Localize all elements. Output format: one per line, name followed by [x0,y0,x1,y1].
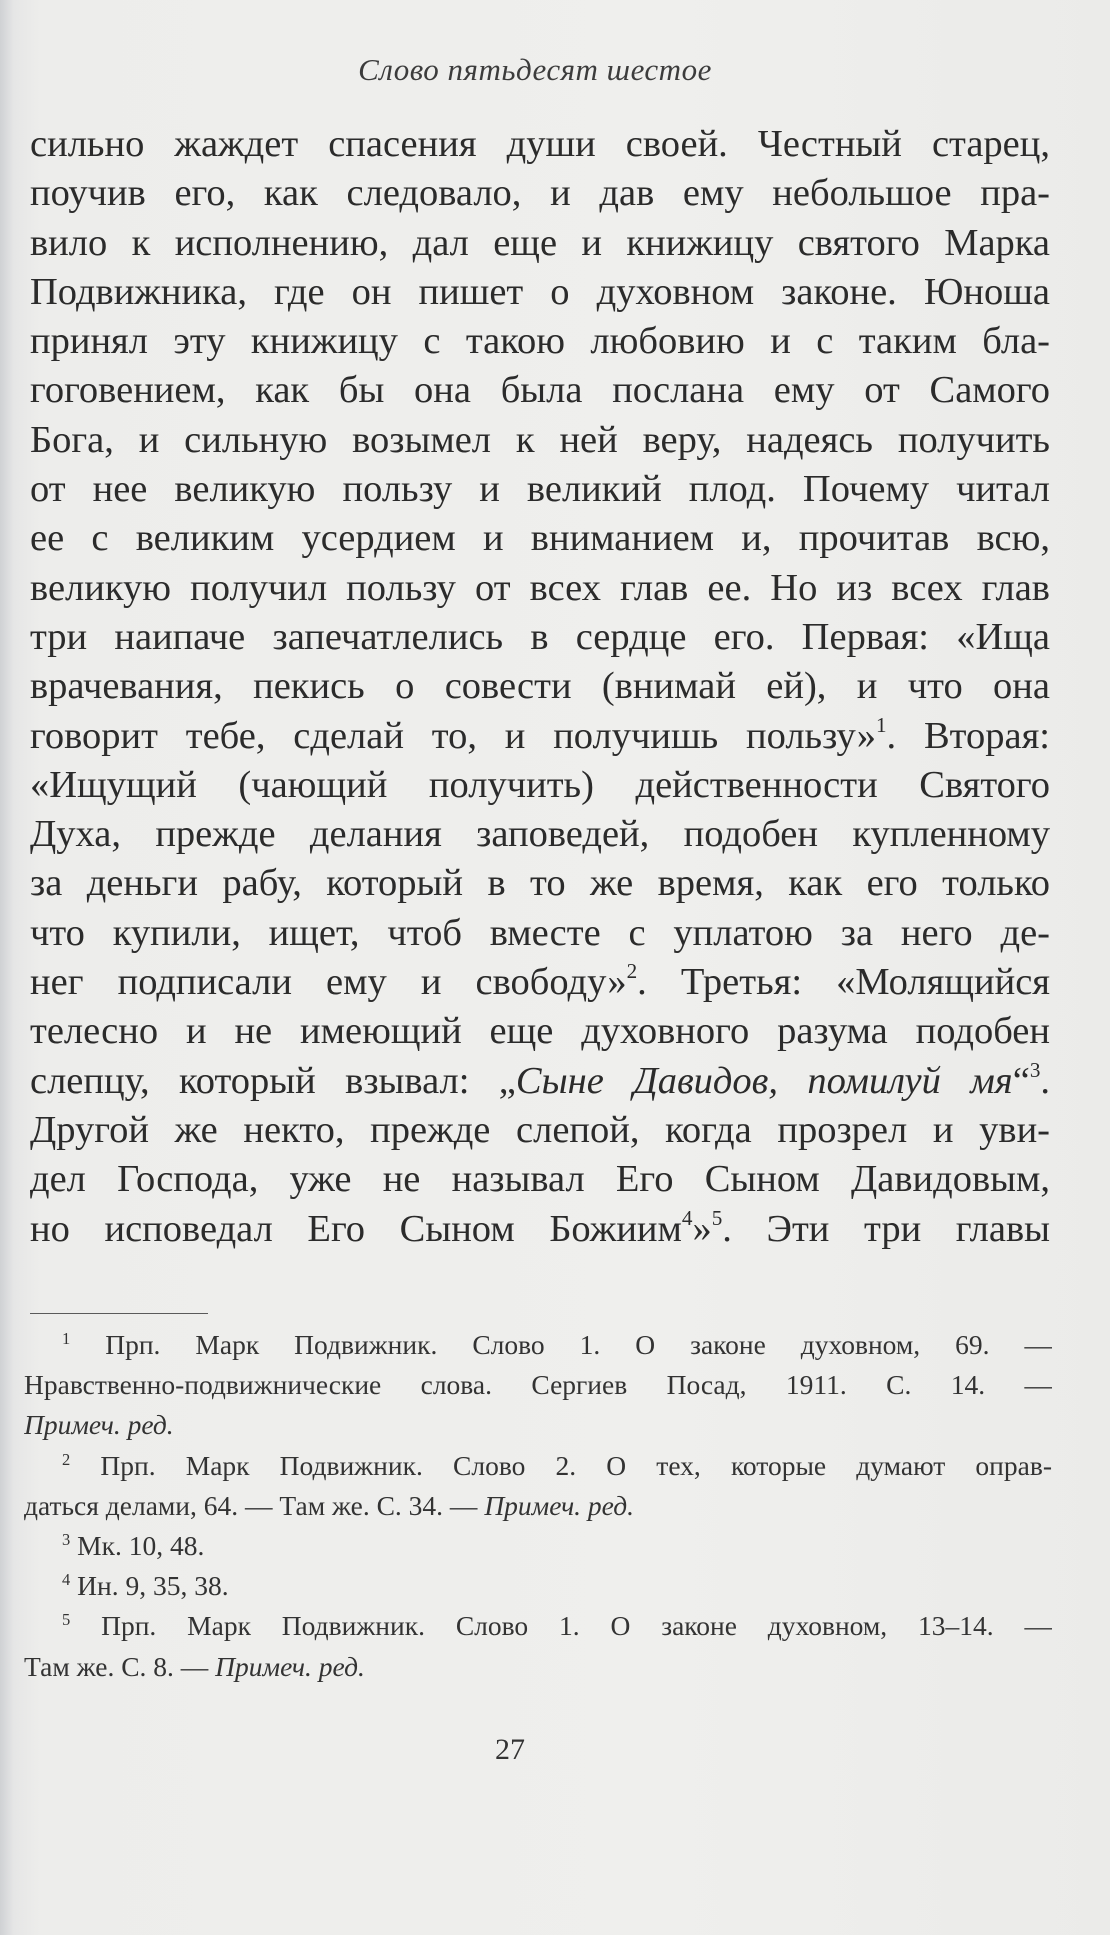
quote-italic: Сыне Давидов, помилуй мя [515,1059,1013,1102]
text-line: Духа, прежде делания заповедей, подобен купленному [30,813,1050,856]
text-line [30,1205,1050,1254]
footnote-5 [24,1606,1052,1646]
footnote-text: Мк. 10, 48. [77,1529,205,1561]
line-text: говорит тебе, сделай то, и получишь пользу» [30,714,876,757]
footnote-text: Нравственно-подвижнические слова. Сергиев Посад, 1911. С. 14. — [24,1369,1052,1401]
footnote-ref: 5 [711,1205,723,1230]
line-text: нег подписали ему и свободу» [30,961,627,1004]
footnotes [24,1325,1052,1687]
footnote-3 [24,1526,1052,1566]
footnote-ref: 2 [626,959,638,984]
text-line: принял эту книжицу с такою любовию и с таким бла- [30,320,1050,363]
footnote-mark: 5 [62,1610,71,1630]
footnote-2 [24,1446,1052,1486]
footnote-text: Там же. С. 8. — [24,1650,216,1682]
text-line: три наипаче запечатлелись в сердце его. Первая: «Ища [30,615,1050,658]
text-line: гоговением, как бы она была послана ему от Самого [30,369,1050,412]
footnote-4 [24,1566,1052,1606]
text-line: за деньги рабу, который в то же время, как его только [30,862,1050,905]
text-line: Бога, и сильную возымел к ней веру, надеясь получить [30,418,1050,461]
page-number: 27 [495,1733,525,1766]
text-line [30,712,1050,761]
footnote-text: даться делами, 64. — Там же. С. 34. — [24,1489,485,1521]
footnote-mark: 1 [62,1329,71,1349]
footnote-1 [24,1325,1052,1365]
line-text: но исповедал Его Сыном Божиим [30,1207,682,1250]
line-text: . Эти три главы [722,1207,1050,1250]
text-line: от нее великую пользу и великий плод. Почему читал [30,468,1050,511]
footnote-text-italic: Примеч. ред. [484,1489,634,1521]
text-line: Другой же некто, прежде слепой, когда прозрел и уви- [30,1108,1050,1151]
running-head: Слово пятьдесят шестое [358,52,712,87]
text-line: великую получил пользу от всех глав ее. Но из всех глав [30,566,1050,609]
footnote-mark: 2 [62,1449,71,1469]
footnote-text-italic: Примеч. ред. [215,1650,365,1682]
footnote-rule [30,1313,208,1314]
footnote-ref: 4 [681,1205,693,1230]
footnote-ref: 3 [1029,1057,1041,1082]
footnote-text: Прп. Марк Подвижник. Слово 1. О законе духовном, 69. — [105,1329,1052,1360]
text-line: вило к исполнению, дал еще и книжицу святого Марка [30,221,1050,264]
footnote-text-line [24,1486,1052,1526]
footnote-text: Ин. 9, 35, 38. [77,1570,229,1602]
text-line: «Ищущий (чающий получить) действенности Святого [30,763,1050,806]
footnote-text-line [24,1647,1052,1687]
text-line: врачевания, пекись о совести (внимай ей), и что она [30,665,1050,708]
footnote-mark: 3 [62,1530,71,1550]
footnote-ref: 1 [875,712,887,737]
text-line [30,958,1050,1007]
text-line: телесно и не имеющий еще духовного разума подобен [30,1010,1050,1053]
text-line [30,1057,1050,1106]
line-text: слепцу, который взывал: „ [30,1059,516,1102]
line-text: “ [1012,1059,1030,1102]
text-line: сильно жаждет спасения души своей. Честный старец, [30,123,1050,165]
text-line: ее с великим усердием и вниманием и, прочитав всю, [30,517,1050,560]
footnote-text: Прп. Марк Подвижник. Слово 2. О тех, которые думают оправ- [100,1449,1052,1481]
text-line: что купили, ищет, чтоб вместе с уплатою за него де- [30,911,1050,954]
footnote-text: Прп. Марк Подвижник. Слово 1. О законе духовном, 13–14. — [101,1610,1052,1642]
line-text: . [1040,1059,1050,1102]
body-text [30,120,1050,1254]
footnote-mark: 4 [62,1570,71,1590]
text-line: Подвижника, где он пишет о духовном законе. Юноша [30,270,1050,313]
text-line: поучив его, как следовало, и дав ему небольшое пра- [30,172,1050,215]
line-text: » [692,1207,712,1250]
line-text: . Третья: «Молящийся [637,961,1050,1004]
footnote-text: Примеч. ред. [24,1409,174,1441]
line-text: . Вторая: [886,714,1050,757]
text-line: дел Господа, уже не называл Его Сыном Давидовым, [30,1158,1050,1201]
